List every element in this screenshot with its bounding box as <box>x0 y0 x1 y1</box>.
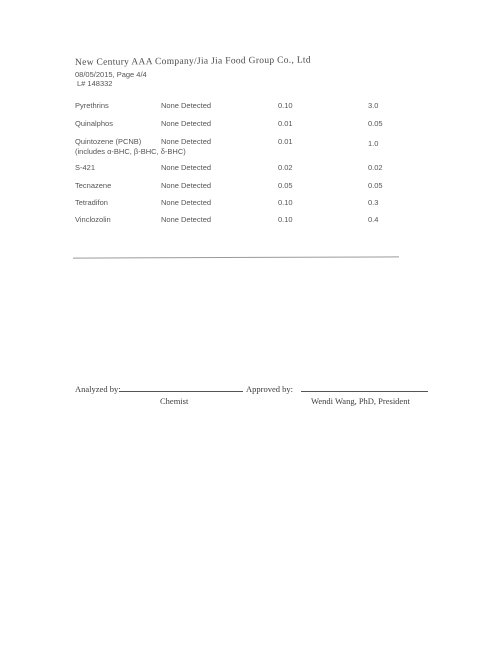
analyte-limit: 0.05 <box>368 119 383 128</box>
report-date-page: 08/05/2015, Page 4/4 <box>75 70 147 79</box>
analyte-limit: 0.02 <box>368 163 383 172</box>
analyte-result: None Detected <box>161 163 212 172</box>
analyte-name: Tetradifon <box>75 198 108 207</box>
table-row <box>75 198 415 212</box>
analyte-name: Quinalphos <box>75 119 113 128</box>
analyte-note: (includes α-BHC, β-BHC, δ-BHC) <box>75 147 186 156</box>
table-row <box>75 101 415 115</box>
lab-number: L# 148332 <box>77 79 113 88</box>
analyte-result: None Detected <box>161 137 212 146</box>
chemist-title: Chemist <box>160 396 189 406</box>
analyte-result: None Detected <box>161 101 212 110</box>
analyte-name: Quintozene (PCNB) <box>75 137 142 146</box>
analyte-limit: 0.4 <box>368 215 379 224</box>
analyte-limit: 0.05 <box>368 181 383 190</box>
analyte-name: Vinclozolin <box>75 215 111 224</box>
table-row <box>75 215 415 229</box>
analyte-mdl: 0.10 <box>278 101 293 110</box>
approved-by-label: Approved by: <box>246 384 293 394</box>
analyte-mdl: 0.01 <box>278 137 293 146</box>
table-row <box>75 163 415 177</box>
analyte-result: None Detected <box>161 119 212 128</box>
analyte-result: None Detected <box>161 215 212 224</box>
table-row <box>75 119 415 133</box>
analyzed-by-label: Analyzed by: <box>75 384 121 394</box>
analyte-mdl: 0.05 <box>278 181 293 190</box>
analyte-result: None Detected <box>161 198 212 207</box>
table-row <box>75 181 415 195</box>
analyte-mdl: 0.10 <box>278 198 293 207</box>
approver-name: Wendi Wang, PhD, President <box>311 396 410 406</box>
divider-line <box>73 256 399 258</box>
analyte-name: S-421 <box>75 163 96 172</box>
analyte-result: None Detected <box>161 181 212 190</box>
analyte-mdl: 0.01 <box>278 119 293 128</box>
analyte-limit: 3.0 <box>368 101 379 110</box>
table-row <box>75 137 415 157</box>
analyte-limit: 1.0 <box>368 139 379 148</box>
approved-signature-line <box>301 391 428 392</box>
analyte-mdl: 0.10 <box>278 215 293 224</box>
company-name: New Century AAA Company/Jia Jia Food Group Co., Ltd <box>74 55 311 68</box>
analyte-limit: 0.3 <box>368 198 379 207</box>
analyzed-signature-line <box>119 391 243 392</box>
analyte-name: Pyrethrins <box>75 101 109 110</box>
analyte-name: Tecnazene <box>75 181 112 190</box>
analyte-mdl: 0.02 <box>278 163 293 172</box>
